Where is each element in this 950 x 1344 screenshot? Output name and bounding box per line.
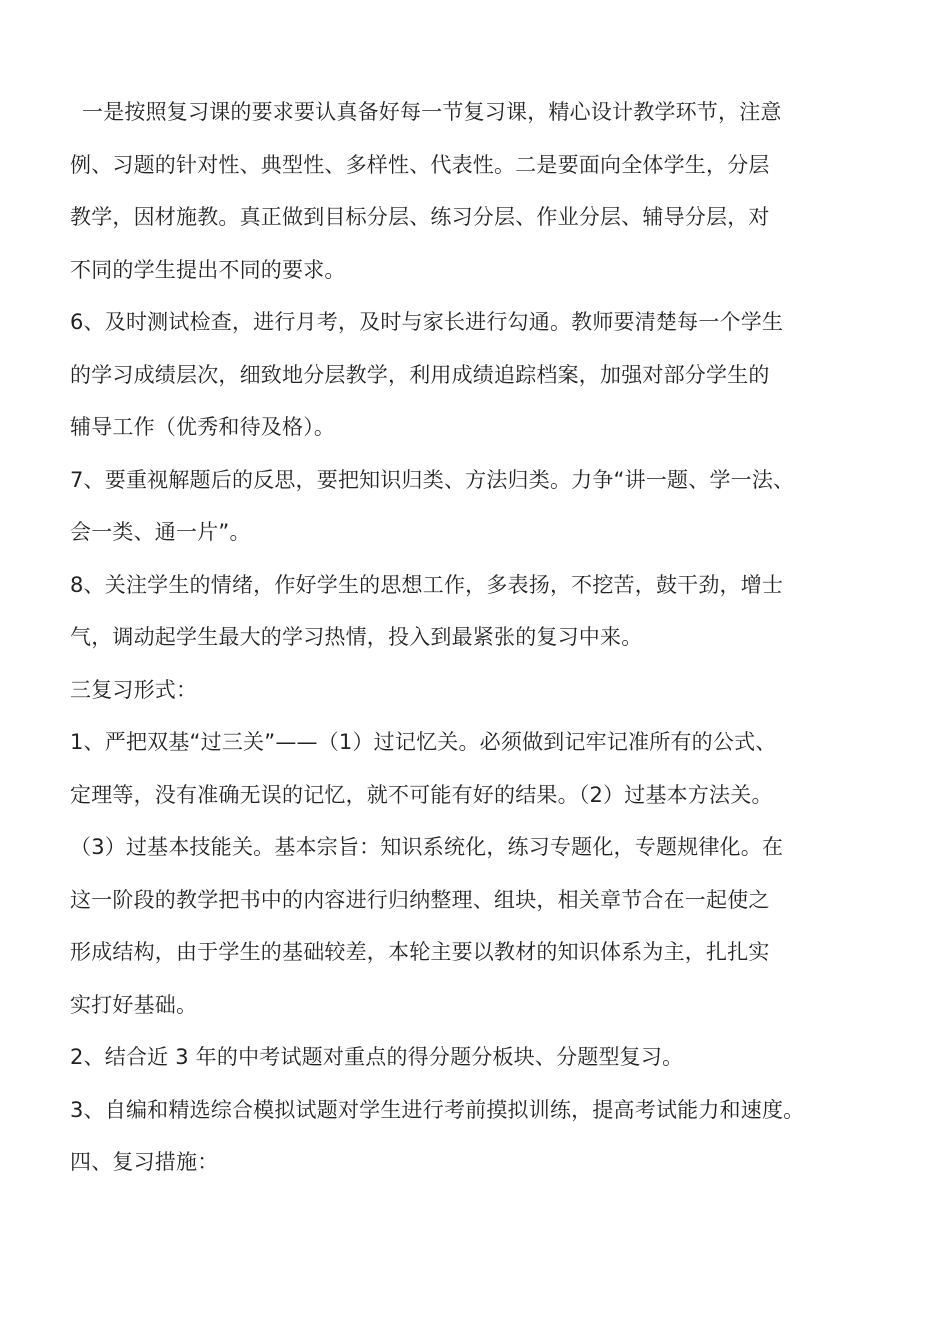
list-item-3-line: 3、自编和精选综合模拟试题对学生进行考前摸拟训练，提高考试能力和速度。 (70, 1097, 805, 1122)
list-item-1-line: （3）过基本技能关。基本宗旨：知识系统化，练习专题化，专题规律化。在 (70, 835, 784, 859)
list-item-6-line: 的学习成绩层次，细致地分层教学，利用成绩追踪档案，加强对部分学生的 (70, 362, 770, 387)
list-item-1-line: 实打好基础。 (70, 992, 198, 1017)
document-body (70, 86, 885, 1189)
list-item-7-line: 7、要重视解题后的反思，要把知识归类、方法归类。力争“讲一题、学一法、 (70, 467, 795, 492)
list-item-1-line: 1、严把双基“过三关”——（1）过记忆关。必须做到记牢记准所有的公式、 (70, 730, 777, 754)
list-item-7-line: 会一类、通一片”。 (70, 520, 251, 544)
list-item-6-line: 辅导工作（优秀和待及格）。 (70, 415, 336, 439)
list-item-8-line: 气，调动起学生最大的学习热情，投入到最紧张的复习中来。 (70, 625, 643, 649)
list-item-6-line: 6、及时测试检查，进行月考，及时与家长进行勾通。教师要清楚每一个学生 (70, 310, 784, 334)
paragraph-line: 教学，因材施教。真正做到目标分层、练习分层、作业分层、辅导分层，对 (70, 205, 770, 229)
section-heading-review-measures: 四、复习措施： (70, 1150, 219, 1174)
paragraph-line: 一是按照复习课的要求要认真备好每一节复习课，精心设计教学环节，注意 (82, 100, 782, 124)
list-item-1-line: 形成结构，由于学生的基础较差，本轮主要以教材的知识体系为主，扎扎实 (70, 940, 770, 964)
paragraph-line: 例、习题的针对性、典型性、多样性、代表性。二是要面向全体学生，分层 (70, 152, 770, 177)
list-item-1-line: 定理等，没有准确无误的记忆，就不可能有好的结果。（2）过基本方法关。 (70, 782, 773, 807)
list-item-2-line: 2、结合近 3 年的中考试题对重点的得分题分板块、分题型复习。 (70, 1045, 684, 1069)
list-item-8-line: 8、关注学生的情绪，作好学生的思想工作，多表扬，不挖苦，鼓干劲，增士 (70, 572, 784, 597)
section-heading-review-forms: 三复习形式： (70, 677, 198, 702)
paragraph-line: 不同的学生提出不同的要求。 (70, 257, 346, 282)
list-item-1-line: 这一阶段的教学把书中的内容进行归纳整理、组块，相关章节合在一起使之 (70, 887, 770, 912)
